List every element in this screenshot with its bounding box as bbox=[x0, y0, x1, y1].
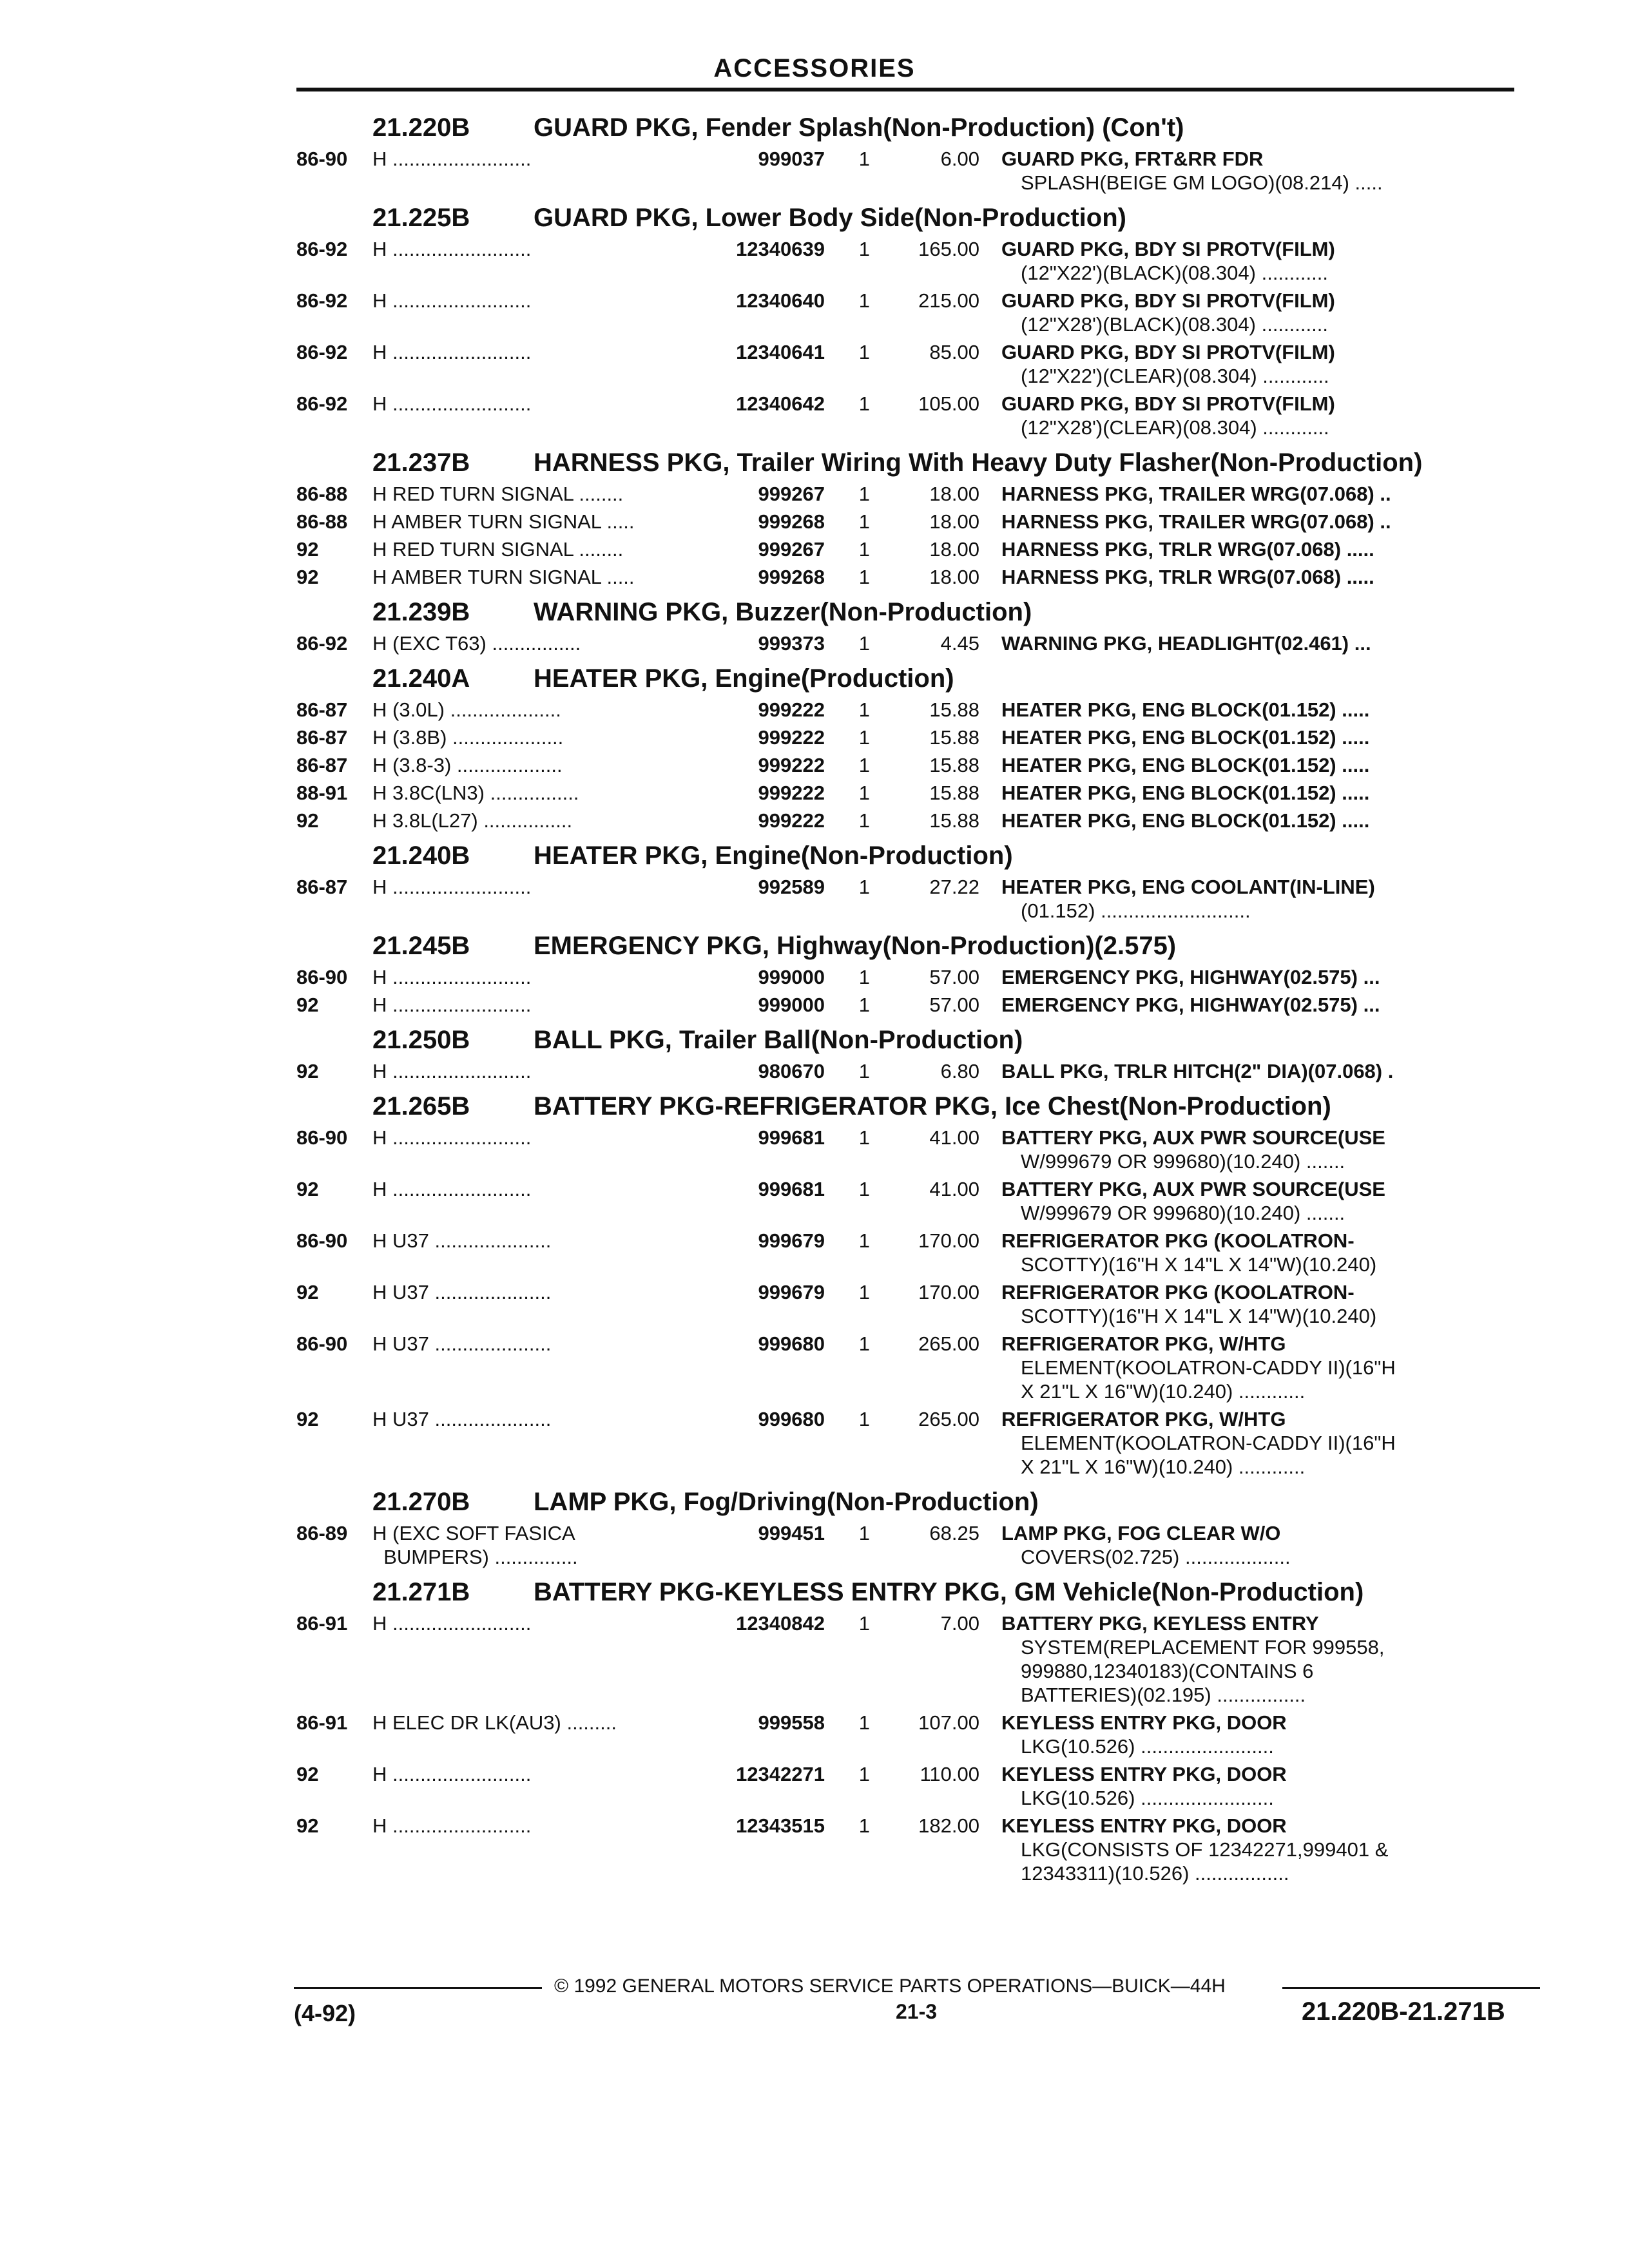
section-number: 21.265B bbox=[372, 1092, 470, 1120]
parts-row bbox=[0, 340, 1629, 388]
usage-code: H U37 ..................... bbox=[372, 1229, 552, 1252]
part-number: 992589 bbox=[758, 876, 825, 898]
part-number: 980670 bbox=[758, 1060, 825, 1082]
footer-page-number: 21-3 bbox=[896, 2000, 938, 2023]
description-line: REFRIGERATOR PKG, W/HTG bbox=[1001, 1408, 1286, 1430]
model-years: 86-90 bbox=[296, 966, 348, 988]
price: 27.22 bbox=[929, 876, 979, 898]
description-continuation: (12"X28')(BLACK)(08.304) ............ bbox=[1021, 313, 1328, 336]
part-description bbox=[979, 237, 1629, 285]
price: 15.88 bbox=[929, 754, 979, 776]
model-years: 86-87 bbox=[296, 876, 348, 898]
description-continuation: SCOTTY)(16"H X 14"L X 14"W)(10.240) bbox=[1021, 1305, 1377, 1327]
part-number: 999679 bbox=[758, 1229, 825, 1252]
usage-code: H ......................... bbox=[372, 1814, 532, 1837]
parts-row bbox=[0, 510, 1629, 533]
part-description bbox=[979, 482, 1629, 506]
description-line: BATTERY PKG, AUX PWR SOURCE(USE bbox=[1001, 1126, 1385, 1149]
section-title: LAMP PKG, Fog/Driving(Non-Production) bbox=[534, 1488, 1039, 1516]
usage-code: H ......................... bbox=[372, 289, 532, 312]
price: 41.00 bbox=[929, 1178, 979, 1200]
part-number: 999268 bbox=[758, 510, 825, 533]
price: 68.25 bbox=[929, 1522, 979, 1544]
usage-code: H ......................... bbox=[372, 994, 532, 1016]
description-continuation: SYSTEM(REPLACEMENT FOR 999558, 999880,12340183)(CONTAINS 6 BATTERIES)(02.195) ................ bbox=[1021, 1636, 1385, 1706]
quantity: 1 bbox=[858, 1332, 870, 1355]
quantity: 1 bbox=[858, 483, 870, 505]
price: 107.00 bbox=[918, 1711, 979, 1734]
part-number: 999000 bbox=[758, 966, 825, 988]
part-description bbox=[979, 1521, 1629, 1569]
description-line: HEATER PKG, ENG BLOCK(01.152) ..... bbox=[1001, 698, 1370, 721]
model-years: 86-92 bbox=[296, 238, 348, 260]
section-title: BALL PKG, Trailer Ball(Non-Production) bbox=[534, 1026, 1023, 1054]
quantity: 1 bbox=[858, 1522, 870, 1544]
part-description bbox=[979, 809, 1629, 832]
quantity: 1 bbox=[858, 876, 870, 898]
parts-row bbox=[0, 631, 1629, 655]
price: 170.00 bbox=[918, 1281, 979, 1303]
model-years: 86-92 bbox=[296, 392, 348, 415]
parts-row bbox=[0, 875, 1629, 923]
price: 265.00 bbox=[918, 1408, 979, 1430]
price: 170.00 bbox=[918, 1229, 979, 1252]
description-continuation: (12"X22')(CLEAR)(08.304) ............ bbox=[1021, 365, 1329, 387]
part-description bbox=[979, 965, 1629, 989]
section-number: 21.271B bbox=[372, 1578, 470, 1606]
model-years: 86-87 bbox=[296, 754, 348, 776]
usage-code: H ......................... bbox=[372, 392, 532, 415]
part-description bbox=[979, 1711, 1629, 1758]
part-number: 999222 bbox=[758, 726, 825, 749]
section-number: 21.240A bbox=[372, 664, 470, 693]
part-number: 12340842 bbox=[736, 1612, 825, 1635]
part-description bbox=[979, 392, 1629, 439]
usage-code: H U37 ..................... bbox=[372, 1281, 552, 1303]
model-years: 92 bbox=[296, 566, 319, 588]
model-years: 92 bbox=[296, 538, 319, 561]
usage-code: H ......................... bbox=[372, 1763, 532, 1785]
price: 18.00 bbox=[929, 483, 979, 505]
model-years: 86-88 bbox=[296, 510, 348, 533]
description-line: HARNESS PKG, TRAILER WRG(07.068) .. bbox=[1001, 510, 1391, 533]
part-number: 999268 bbox=[758, 566, 825, 588]
price: 57.00 bbox=[929, 994, 979, 1016]
description-continuation: (12"X22')(BLACK)(08.304) ............ bbox=[1021, 262, 1328, 284]
description-continuation: W/999679 OR 999680)(10.240) ....... bbox=[1021, 1202, 1345, 1224]
usage-code: H (3.0L) .................... bbox=[372, 698, 561, 721]
section-title: EMERGENCY PKG, Highway(Non-Production)(2.575) bbox=[534, 932, 1177, 960]
footer-section-range: 21.220B-21.271B bbox=[1302, 1997, 1505, 2026]
part-description bbox=[979, 1762, 1629, 1810]
section-heading bbox=[0, 932, 1629, 960]
description-continuation: SCOTTY)(16"H X 14"L X 14"W)(10.240) bbox=[1021, 1253, 1377, 1276]
parts-listing bbox=[0, 104, 1629, 1889]
usage-code: H (3.8B) .................... bbox=[372, 726, 564, 749]
quantity: 1 bbox=[858, 566, 870, 588]
model-years: 92 bbox=[296, 809, 319, 832]
description-continuation: COVERS(02.725) ................... bbox=[1021, 1546, 1291, 1568]
quantity: 1 bbox=[858, 994, 870, 1016]
part-description bbox=[979, 726, 1629, 749]
description-line: GUARD PKG, FRT&RR FDR bbox=[1001, 148, 1264, 170]
description-line: HEATER PKG, ENG BLOCK(01.152) ..... bbox=[1001, 754, 1370, 776]
model-years: 88-91 bbox=[296, 782, 348, 804]
description-line: KEYLESS ENTRY PKG, DOOR bbox=[1001, 1711, 1287, 1734]
description-continuation: SPLASH(BEIGE GM LOGO)(08.214) ..... bbox=[1021, 171, 1383, 194]
usage-code: H ......................... bbox=[372, 966, 532, 988]
description-line: HEATER PKG, ENG COOLANT(IN-LINE) bbox=[1001, 876, 1375, 898]
section-number: 21.239B bbox=[372, 598, 470, 626]
quantity: 1 bbox=[858, 148, 870, 170]
description-line: BATTERY PKG, AUX PWR SOURCE(USE bbox=[1001, 1178, 1385, 1200]
parts-row bbox=[0, 1407, 1629, 1479]
description-line: REFRIGERATOR PKG, W/HTG bbox=[1001, 1332, 1286, 1355]
price: 15.88 bbox=[929, 782, 979, 804]
part-number: 999558 bbox=[758, 1711, 825, 1734]
quantity: 1 bbox=[858, 1060, 870, 1082]
quantity: 1 bbox=[858, 1711, 870, 1734]
model-years: 92 bbox=[296, 1814, 319, 1837]
part-description bbox=[979, 340, 1629, 388]
section-heading bbox=[0, 1026, 1629, 1054]
parts-row bbox=[0, 809, 1629, 832]
usage-code: H ......................... bbox=[372, 1612, 532, 1635]
section-title: BATTERY PKG-REFRIGERATOR PKG, Ice Chest(Non-Production) bbox=[534, 1092, 1331, 1120]
section-title: GUARD PKG, Lower Body Side(Non-Production) bbox=[534, 204, 1126, 232]
part-number: 999037 bbox=[758, 148, 825, 170]
part-number: 999681 bbox=[758, 1178, 825, 1200]
part-description bbox=[979, 1126, 1629, 1173]
part-number: 999373 bbox=[758, 632, 825, 655]
quantity: 1 bbox=[858, 1229, 870, 1252]
quantity: 1 bbox=[858, 392, 870, 415]
description-line: GUARD PKG, BDY SI PROTV(FILM) bbox=[1001, 238, 1335, 260]
quantity: 1 bbox=[858, 510, 870, 533]
parts-row bbox=[0, 1521, 1629, 1569]
price: 4.45 bbox=[940, 632, 979, 655]
parts-row bbox=[0, 993, 1629, 1017]
quantity: 1 bbox=[858, 1281, 870, 1303]
section-number: 21.270B bbox=[372, 1488, 470, 1516]
model-years: 92 bbox=[296, 1281, 319, 1303]
section-heading bbox=[0, 204, 1629, 232]
quantity: 1 bbox=[858, 966, 870, 988]
price: 15.88 bbox=[929, 809, 979, 832]
description-line: HEATER PKG, ENG BLOCK(01.152) ..... bbox=[1001, 809, 1370, 832]
description-continuation: LKG(CONSISTS OF 12342271,999401 & 12343311)(10.526) ................. bbox=[1021, 1838, 1389, 1885]
part-description bbox=[979, 1280, 1629, 1328]
model-years: 86-89 bbox=[296, 1522, 348, 1544]
part-number: 999679 bbox=[758, 1281, 825, 1303]
section-heading bbox=[0, 841, 1629, 870]
description-line: HARNESS PKG, TRLR WRG(07.068) ..... bbox=[1001, 538, 1374, 561]
model-years: 92 bbox=[296, 1408, 319, 1430]
quantity: 1 bbox=[858, 289, 870, 312]
part-number: 999222 bbox=[758, 698, 825, 721]
model-years: 86-90 bbox=[296, 1126, 348, 1149]
parts-row bbox=[0, 147, 1629, 195]
usage-code: H 3.8L(L27) ................ bbox=[372, 809, 573, 832]
quantity: 1 bbox=[858, 341, 870, 363]
quantity: 1 bbox=[858, 726, 870, 749]
quantity: 1 bbox=[858, 1408, 870, 1430]
description-continuation: LKG(10.526) ........................ bbox=[1021, 1735, 1274, 1758]
price: 6.80 bbox=[940, 1060, 979, 1082]
part-number: 999222 bbox=[758, 809, 825, 832]
usage-code: H RED TURN SIGNAL ........ bbox=[372, 538, 624, 561]
parts-row bbox=[0, 1711, 1629, 1758]
description-line: HARNESS PKG, TRLR WRG(07.068) ..... bbox=[1001, 566, 1374, 588]
description-line: HARNESS PKG, TRAILER WRG(07.068) .. bbox=[1001, 483, 1391, 505]
part-description bbox=[979, 565, 1629, 589]
model-years: 86-87 bbox=[296, 698, 348, 721]
usage-code: H ELEC DR LK(AU3) ......... bbox=[372, 1711, 617, 1734]
description-continuation: (12"X28')(CLEAR)(08.304) ............ bbox=[1021, 416, 1329, 439]
description-line: REFRIGERATOR PKG (KOOLATRON- bbox=[1001, 1281, 1354, 1303]
description-line: GUARD PKG, BDY SI PROTV(FILM) bbox=[1001, 392, 1335, 415]
model-years: 92 bbox=[296, 994, 319, 1016]
part-description bbox=[979, 1059, 1629, 1083]
parts-row bbox=[0, 1611, 1629, 1707]
model-years: 86-91 bbox=[296, 1612, 348, 1635]
section-heading bbox=[0, 664, 1629, 693]
part-number: 999451 bbox=[758, 1522, 825, 1544]
part-description bbox=[979, 1611, 1629, 1707]
description-continuation: ELEMENT(KOOLATRON-CADDY II)(16"H X 21"L X 16"W)(10.240) ............ bbox=[1021, 1432, 1396, 1478]
section-heading bbox=[0, 1578, 1629, 1606]
header-rule bbox=[296, 88, 1514, 91]
price: 110.00 bbox=[920, 1763, 979, 1785]
usage-code: H ......................... bbox=[372, 238, 532, 260]
description-line: WARNING PKG, HEADLIGHT(02.461) ... bbox=[1001, 632, 1371, 655]
parts-row bbox=[0, 1814, 1629, 1885]
parts-row bbox=[0, 1762, 1629, 1810]
parts-row bbox=[0, 392, 1629, 439]
part-number: 12342271 bbox=[736, 1763, 825, 1785]
quantity: 1 bbox=[858, 1814, 870, 1837]
quantity: 1 bbox=[858, 1612, 870, 1635]
parts-row bbox=[0, 1059, 1629, 1083]
section-title: BATTERY PKG-KEYLESS ENTRY PKG, GM Vehicle(Non-Production) bbox=[534, 1578, 1364, 1606]
quantity: 1 bbox=[858, 698, 870, 721]
part-number: 999222 bbox=[758, 754, 825, 776]
price: 41.00 bbox=[929, 1126, 979, 1149]
usage-code: H ......................... bbox=[372, 1060, 532, 1082]
description-line: GUARD PKG, BDY SI PROTV(FILM) bbox=[1001, 289, 1335, 312]
part-description bbox=[979, 698, 1629, 722]
part-description bbox=[979, 631, 1629, 655]
model-years: 86-90 bbox=[296, 148, 348, 170]
description-line: EMERGENCY PKG, HIGHWAY(02.575) ... bbox=[1001, 966, 1380, 988]
quantity: 1 bbox=[858, 238, 870, 260]
price: 165.00 bbox=[918, 238, 979, 260]
footer-rule-right bbox=[1282, 1987, 1540, 1989]
part-number: 999680 bbox=[758, 1408, 825, 1430]
quantity: 1 bbox=[858, 538, 870, 561]
model-years: 86-87 bbox=[296, 726, 348, 749]
price: 18.00 bbox=[929, 538, 979, 561]
section-title: GUARD PKG, Fender Splash(Non-Production) (Con't) bbox=[534, 113, 1184, 142]
quantity: 1 bbox=[858, 1178, 870, 1200]
part-number: 999681 bbox=[758, 1126, 825, 1149]
price: 18.00 bbox=[929, 566, 979, 588]
parts-row bbox=[0, 698, 1629, 722]
section-number: 21.245B bbox=[372, 932, 470, 960]
price: 57.00 bbox=[929, 966, 979, 988]
usage-code: H RED TURN SIGNAL ........ bbox=[372, 483, 624, 505]
price: 215.00 bbox=[918, 289, 979, 312]
model-years: 86-91 bbox=[296, 1711, 348, 1734]
part-description bbox=[979, 993, 1629, 1017]
price: 265.00 bbox=[918, 1332, 979, 1355]
model-years: 86-90 bbox=[296, 1332, 348, 1355]
quantity: 1 bbox=[858, 1126, 870, 1149]
page-title: ACCESSORIES bbox=[713, 54, 916, 82]
part-description bbox=[979, 147, 1629, 195]
price: 6.00 bbox=[940, 148, 979, 170]
model-years: 86-90 bbox=[296, 1229, 348, 1252]
section-number: 21.240B bbox=[372, 841, 470, 870]
parts-row bbox=[0, 1280, 1629, 1328]
quantity: 1 bbox=[858, 754, 870, 776]
description-line: REFRIGERATOR PKG (KOOLATRON- bbox=[1001, 1229, 1354, 1252]
parts-row bbox=[0, 482, 1629, 506]
part-description bbox=[979, 537, 1629, 561]
description-line: EMERGENCY PKG, HIGHWAY(02.575) ... bbox=[1001, 994, 1380, 1016]
price: 85.00 bbox=[929, 341, 979, 363]
usage-code: H ......................... bbox=[372, 1178, 532, 1200]
part-description bbox=[979, 1407, 1629, 1479]
description-line: KEYLESS ENTRY PKG, DOOR bbox=[1001, 1763, 1287, 1785]
parts-row bbox=[0, 965, 1629, 989]
part-description bbox=[979, 1229, 1629, 1276]
model-years: 86-92 bbox=[296, 341, 348, 363]
section-title: HARNESS PKG, Trailer Wiring With Heavy Duty Flasher(Non-Production) bbox=[534, 448, 1423, 477]
usage-code: H (EXC SOFT FASICA BUMPERS) ............... bbox=[372, 1522, 578, 1568]
section-heading bbox=[0, 113, 1629, 142]
price: 105.00 bbox=[918, 392, 979, 415]
description-continuation: (01.152) ........................... bbox=[1021, 899, 1251, 922]
description-line: LAMP PKG, FOG CLEAR W/O bbox=[1001, 1522, 1281, 1544]
usage-code: H U37 ..................... bbox=[372, 1332, 552, 1355]
footer-rule-left bbox=[294, 1987, 542, 1989]
part-description bbox=[979, 781, 1629, 805]
part-number: 999000 bbox=[758, 994, 825, 1016]
parts-row bbox=[0, 237, 1629, 285]
parts-row bbox=[0, 1229, 1629, 1276]
description-continuation: W/999679 OR 999680)(10.240) ....... bbox=[1021, 1150, 1345, 1173]
quantity: 1 bbox=[858, 632, 870, 655]
parts-row bbox=[0, 565, 1629, 589]
part-number: 12340640 bbox=[736, 289, 825, 312]
description-line: HEATER PKG, ENG BLOCK(01.152) ..... bbox=[1001, 726, 1370, 749]
parts-row bbox=[0, 1177, 1629, 1225]
part-number: 12340639 bbox=[736, 238, 825, 260]
section-number: 21.220B bbox=[372, 113, 470, 142]
usage-code: H (3.8-3) ................... bbox=[372, 754, 563, 776]
model-years: 86-92 bbox=[296, 289, 348, 312]
part-description bbox=[979, 753, 1629, 777]
part-number: 12340642 bbox=[736, 392, 825, 415]
part-description bbox=[979, 1177, 1629, 1225]
section-heading bbox=[0, 448, 1629, 477]
section-title: WARNING PKG, Buzzer(Non-Production) bbox=[534, 598, 1032, 626]
model-years: 86-92 bbox=[296, 632, 348, 655]
part-description bbox=[979, 289, 1629, 336]
part-number: 999267 bbox=[758, 483, 825, 505]
part-description bbox=[979, 1814, 1629, 1885]
description-line: GUARD PKG, BDY SI PROTV(FILM) bbox=[1001, 341, 1335, 363]
description-line: KEYLESS ENTRY PKG, DOOR bbox=[1001, 1814, 1287, 1837]
parts-row bbox=[0, 781, 1629, 805]
model-years: 86-88 bbox=[296, 483, 348, 505]
section-title: HEATER PKG, Engine(Non-Production) bbox=[534, 841, 1013, 870]
price: 7.00 bbox=[940, 1612, 979, 1635]
description-line: BATTERY PKG, KEYLESS ENTRY bbox=[1001, 1612, 1319, 1635]
quantity: 1 bbox=[858, 782, 870, 804]
part-description bbox=[979, 1332, 1629, 1403]
parts-row bbox=[0, 753, 1629, 777]
model-years: 92 bbox=[296, 1060, 319, 1082]
description-continuation: LKG(10.526) ........................ bbox=[1021, 1787, 1274, 1809]
part-number: 999267 bbox=[758, 538, 825, 561]
parts-row bbox=[0, 726, 1629, 749]
description-line: HEATER PKG, ENG BLOCK(01.152) ..... bbox=[1001, 782, 1370, 804]
price: 15.88 bbox=[929, 698, 979, 721]
section-number: 21.225B bbox=[372, 204, 470, 232]
model-years: 92 bbox=[296, 1178, 319, 1200]
usage-code: H AMBER TURN SIGNAL ..... bbox=[372, 510, 635, 533]
part-number: 12343515 bbox=[736, 1814, 825, 1837]
usage-code: H ......................... bbox=[372, 148, 532, 170]
section-heading bbox=[0, 598, 1629, 626]
footer-date: (4-92) bbox=[294, 2000, 356, 2026]
usage-code: H ......................... bbox=[372, 876, 532, 898]
parts-row bbox=[0, 537, 1629, 561]
parts-row bbox=[0, 1126, 1629, 1173]
section-title: HEATER PKG, Engine(Production) bbox=[534, 664, 954, 693]
quantity: 1 bbox=[858, 1763, 870, 1785]
usage-code: H 3.8C(LN3) ................ bbox=[372, 782, 579, 804]
price: 18.00 bbox=[929, 510, 979, 533]
usage-code: H (EXC T63) ................ bbox=[372, 632, 581, 655]
usage-code: H ......................... bbox=[372, 341, 532, 363]
price: 182.00 bbox=[918, 1814, 979, 1837]
usage-code: H AMBER TURN SIGNAL ..... bbox=[372, 566, 635, 588]
description-line: BALL PKG, TRLR HITCH(2" DIA)(07.068) . bbox=[1001, 1060, 1394, 1082]
usage-code: H ......................... bbox=[372, 1126, 532, 1149]
parts-row bbox=[0, 289, 1629, 336]
price: 15.88 bbox=[929, 726, 979, 749]
description-continuation: ELEMENT(KOOLATRON-CADDY II)(16"H X 21"L X 16"W)(10.240) ............ bbox=[1021, 1356, 1396, 1403]
part-number: 12340641 bbox=[736, 341, 825, 363]
usage-code: H U37 ..................... bbox=[372, 1408, 552, 1430]
part-description bbox=[979, 510, 1629, 533]
section-heading bbox=[0, 1092, 1629, 1120]
model-years: 92 bbox=[296, 1763, 319, 1785]
quantity: 1 bbox=[858, 809, 870, 832]
section-number: 21.250B bbox=[372, 1026, 470, 1054]
part-number: 999680 bbox=[758, 1332, 825, 1355]
parts-row bbox=[0, 1332, 1629, 1403]
part-number: 999222 bbox=[758, 782, 825, 804]
footer-copyright: © 1992 GENERAL MOTORS SERVICE PARTS OPERATIONS—BUICK—44H bbox=[554, 1975, 1226, 1997]
section-number: 21.237B bbox=[372, 448, 470, 477]
part-description bbox=[979, 875, 1629, 923]
section-heading bbox=[0, 1488, 1629, 1516]
